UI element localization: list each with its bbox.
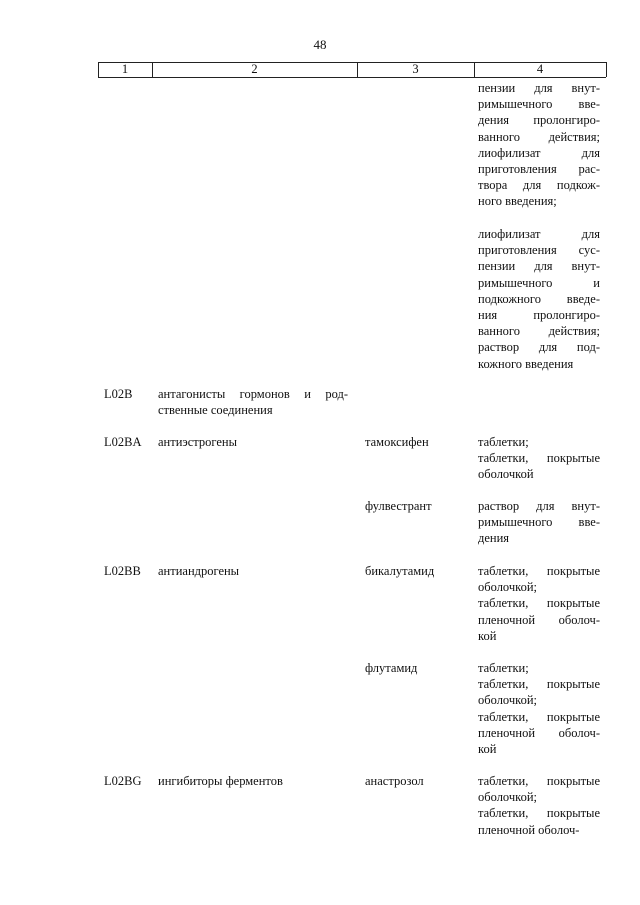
table-header-cell-4: 4 xyxy=(536,62,544,76)
text-line: таблетки, покрытые xyxy=(478,677,600,692)
text-line: римышечного вве- xyxy=(478,515,600,530)
text-line: пленочной оболоч- xyxy=(478,822,580,837)
text-line: кой xyxy=(478,742,497,757)
text-line: твора для подкож- xyxy=(478,178,600,193)
text-line: оболочкой; xyxy=(478,790,537,805)
dosage-form-cell xyxy=(478,563,600,644)
text-line: кой xyxy=(478,628,497,643)
drug-name-cell: тамоксифен xyxy=(365,435,429,449)
table-header-separator xyxy=(606,62,607,77)
text-line: подкожного введе- xyxy=(478,291,600,306)
text-line: дения xyxy=(478,531,510,546)
text-line: таблетки, покрытые xyxy=(478,596,600,611)
text-line: раствор для под- xyxy=(478,340,600,355)
text-line: ния пролонгиро- xyxy=(478,308,600,323)
atc-code-cell: L02BG xyxy=(104,774,142,788)
text-line: антиэстрогены xyxy=(158,435,238,449)
atc-group-cell xyxy=(158,563,348,579)
text-line: таблетки, покрытые xyxy=(478,451,600,466)
text-line: таблетки, покрытые xyxy=(478,564,600,578)
text-line: пленочной оболоч- xyxy=(478,725,600,740)
atc-code-cell: L02B xyxy=(104,387,133,401)
drug-name-cell: бикалутамид xyxy=(365,564,435,578)
table-header-cell-3: 3 xyxy=(412,62,419,76)
page-number: 48 xyxy=(313,37,327,52)
drug-name-cell: флутамид xyxy=(365,661,418,675)
text-line: ванного действия; xyxy=(478,129,600,144)
text-line: дения пролонгиро- xyxy=(478,113,600,128)
text-line: пленочной оболоч- xyxy=(478,612,600,627)
text-line: ственные соединения xyxy=(158,403,273,418)
table-header-cell-1: 1 xyxy=(121,62,129,76)
text-line: раствор для внут- xyxy=(478,499,600,513)
text-line: лиофилизат для xyxy=(478,145,600,160)
table-header-bottom-rule xyxy=(98,77,606,78)
text-line: антагонисты гормонов и род- xyxy=(158,387,348,401)
text-line: кожного введения xyxy=(478,356,574,371)
dosage-form-cell xyxy=(478,226,600,372)
text-line: таблетки; xyxy=(478,661,529,675)
text-line: таблетки, покрытые xyxy=(478,774,600,788)
atc-group-cell xyxy=(158,434,348,450)
dosage-form-cell xyxy=(478,434,600,483)
text-line: ного введения; xyxy=(478,194,557,209)
atc-group-cell xyxy=(158,773,348,789)
dosage-form-cell xyxy=(478,80,600,210)
text-line: пензии для внут- xyxy=(478,259,600,274)
text-line: приготовления рас- xyxy=(478,162,600,177)
text-line: ванного действия; xyxy=(478,324,600,339)
atc-group-cell xyxy=(158,386,348,418)
atc-code-cell: L02BB xyxy=(104,564,141,578)
text-line: антиандрогены xyxy=(158,564,240,578)
dosage-form-cell xyxy=(478,498,600,547)
text-line: римышечного и xyxy=(478,275,600,290)
text-line: таблетки, покрытые xyxy=(478,709,600,724)
text-line: пензии для внут- xyxy=(478,81,600,95)
text-line: ингибиторы ферментов xyxy=(158,774,283,788)
text-line: приготовления сус- xyxy=(478,243,600,258)
drug-name-cell: фулвестрант xyxy=(365,499,432,513)
text-line: оболочкой; xyxy=(478,693,537,708)
atc-code-cell: L02BA xyxy=(104,435,142,449)
table-header-cell-2: 2 xyxy=(251,62,258,76)
text-line: оболочкой; xyxy=(478,580,537,595)
text-line: оболочкой xyxy=(478,467,534,482)
drug-name-cell: анастрозол xyxy=(365,774,424,788)
dosage-form-cell xyxy=(478,660,600,757)
text-line: таблетки; xyxy=(478,435,529,449)
text-line: римышечного вве- xyxy=(478,97,600,112)
dosage-form-cell xyxy=(478,773,600,838)
text-line: лиофилизат для xyxy=(478,227,600,241)
text-line: таблетки, покрытые xyxy=(478,806,600,821)
